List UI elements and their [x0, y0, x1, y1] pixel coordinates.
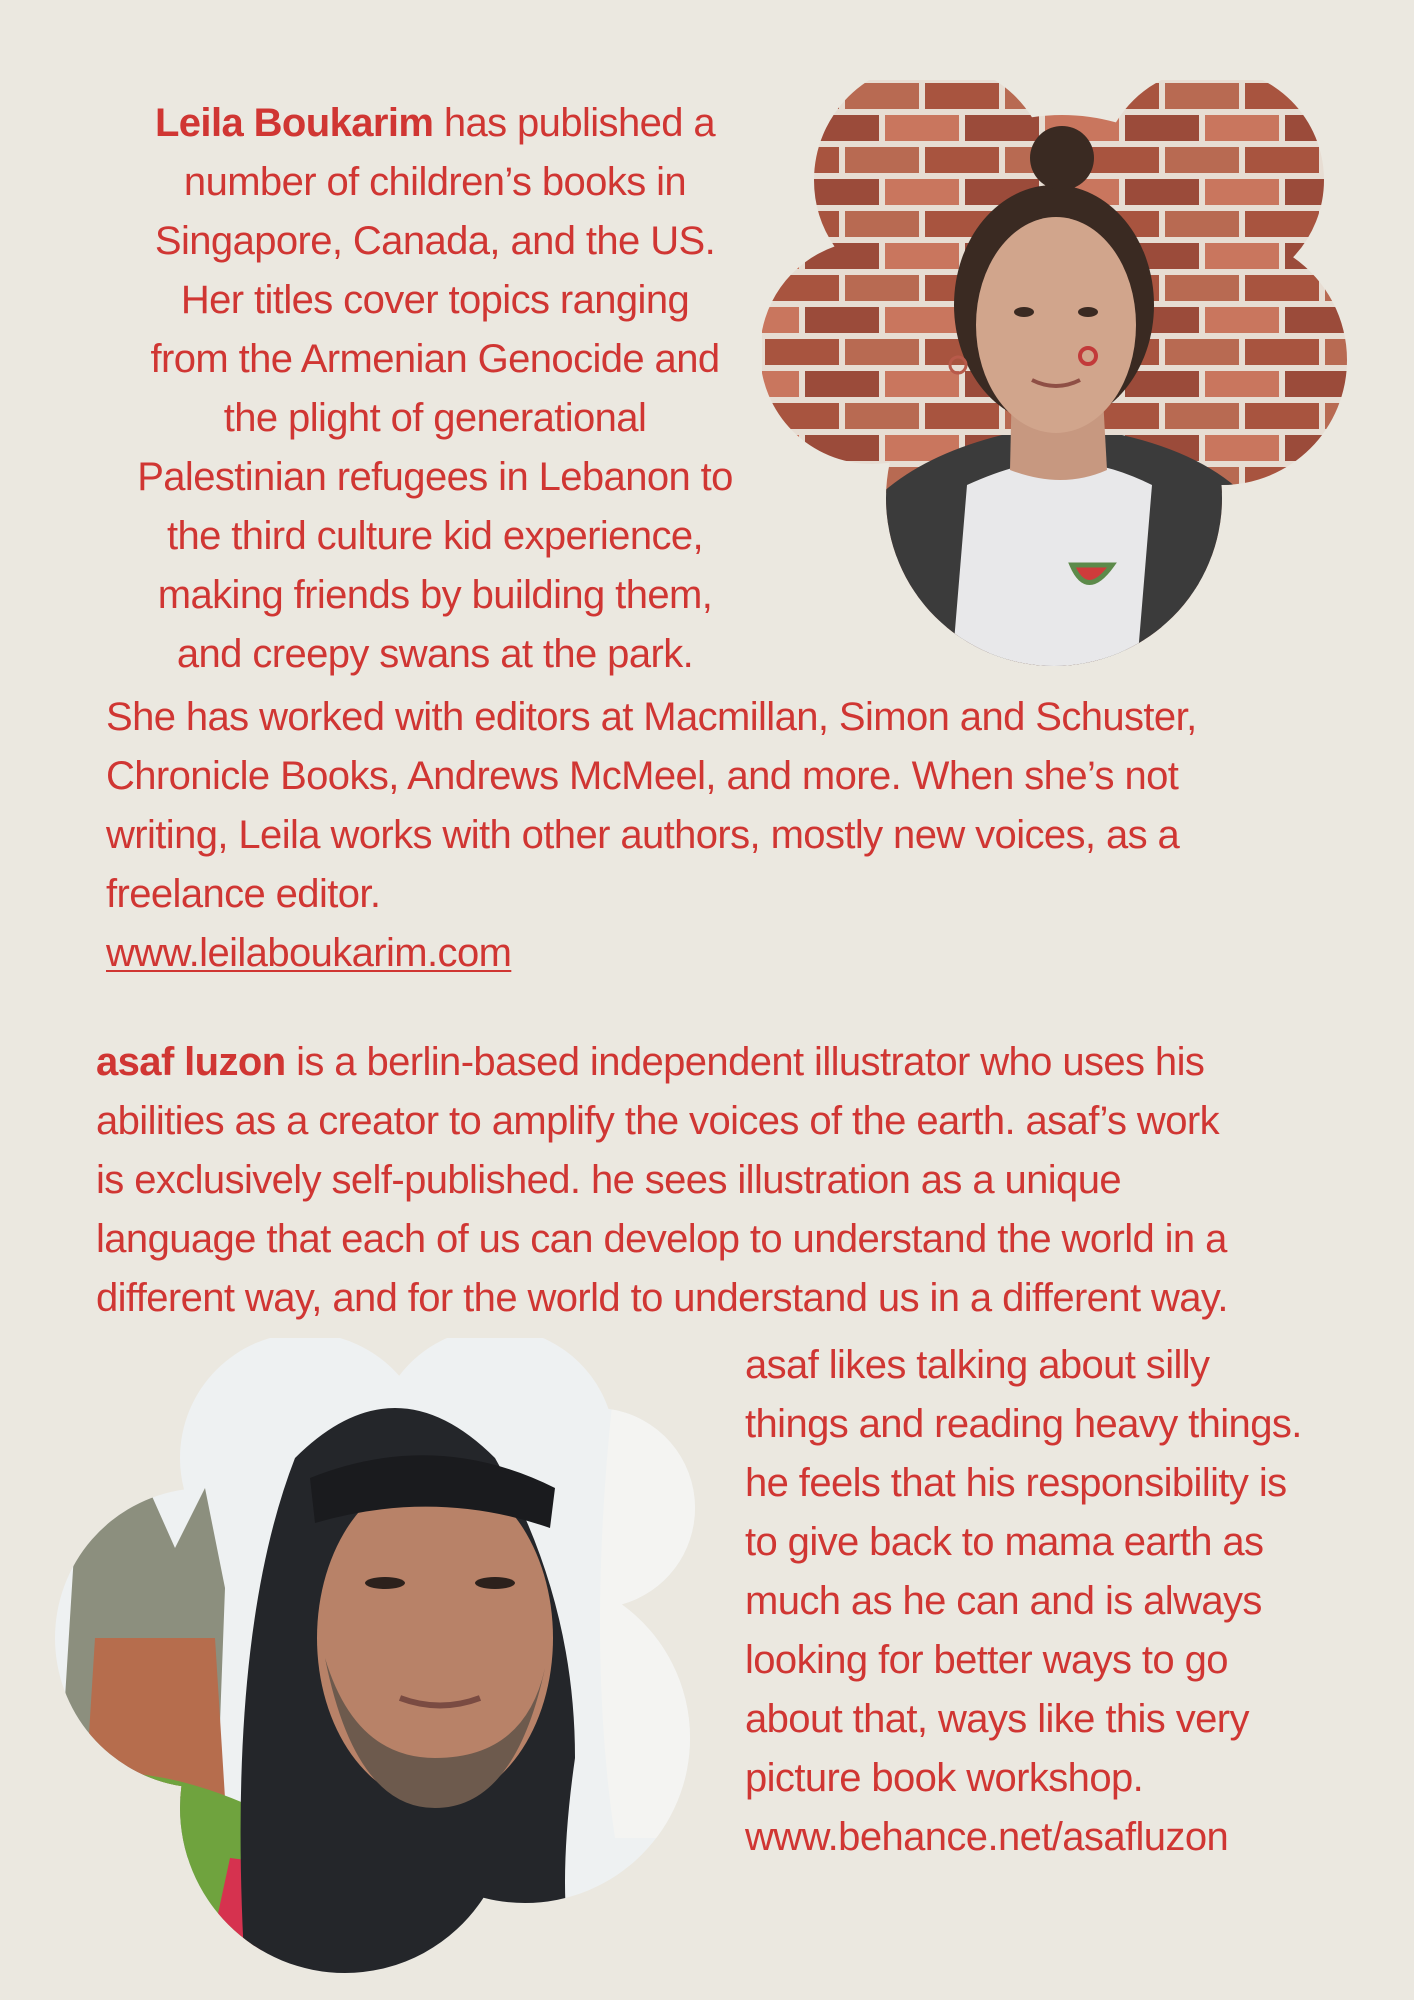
leila-bio-line: Chronicle Books, Andrews McMeel, and more. When she’s not — [106, 754, 1179, 798]
leila-bio-line: and creepy swans at the park. — [176, 632, 694, 676]
asaf-portrait-photo — [55, 1338, 715, 1974]
asaf-bio-line: looking for better ways to go — [745, 1638, 1228, 1682]
asaf-bio-line: is exclusively self-published. he sees illustration as a unique — [96, 1158, 1121, 1202]
leila-bio-line: Her titles cover topics ranging — [180, 278, 690, 322]
leila-bio-line: Singapore, Canada, and the US. — [154, 219, 716, 263]
asaf-bio-line: language that each of us can develop to understand the world in a — [96, 1217, 1227, 1261]
asaf-bio-line: he feels that his responsibility is — [745, 1461, 1287, 1505]
asaf-bio-continued — [745, 1336, 1385, 1867]
asaf-bio-line: asaf luzon is a berlin-based independent illustrator who uses his — [96, 1040, 1205, 1084]
leila-bio-line: the plight of generational — [223, 396, 647, 440]
leila-bio-line: the third culture kid experience, — [166, 514, 704, 558]
asaf-bio-line: to give back to mama earth as — [745, 1520, 1264, 1564]
leila-bio-line: freelance editor. — [106, 872, 381, 916]
leila-bio-intro — [105, 94, 765, 684]
portrait-photo-man-icon — [55, 1338, 715, 1974]
leila-bio-line: Leila Boukarim has published a — [154, 101, 716, 145]
asaf-name: asaf luzon — [96, 1040, 286, 1084]
asaf-bio-line: much as he can and is always — [745, 1579, 1262, 1623]
leila-bio-line: from the Armenian Genocide and — [150, 337, 720, 381]
asaf-bio-line: abilities as a creator to amplify the voices of the earth. asaf’s work — [96, 1099, 1219, 1143]
leila-bio-line: number of children’s books in — [183, 160, 687, 204]
leila-bio-line: She has worked with editors at Macmillan, Simon and Schuster, — [106, 695, 1197, 739]
asaf-bio-line: things and reading heavy things. — [745, 1402, 1302, 1446]
asaf-bio-intro — [96, 1033, 1386, 1328]
leila-bio-line: writing, Leila works with other authors, mostly new voices, as a — [106, 813, 1180, 857]
leila-portrait-photo — [762, 80, 1368, 666]
leila-bio-line: Palestinian refugees in Lebanon to — [137, 455, 733, 499]
asaf-bio-line: different way, and for the world to understand us in a different way. — [96, 1276, 1228, 1320]
leila-bio-continued — [106, 688, 1356, 983]
asaf-website-link[interactable]: www.behance.net/asafluzon — [745, 1815, 1229, 1859]
portrait-photo-woman-icon — [762, 80, 1368, 666]
leila-bio-line: making friends by building them, — [157, 573, 713, 617]
asaf-bio-line: picture book workshop. — [745, 1756, 1144, 1800]
leila-website-link[interactable]: www.leilaboukarim.com — [106, 931, 512, 975]
asaf-bio-line: asaf likes talking about silly — [745, 1343, 1210, 1387]
leila-name: Leila Boukarim — [154, 101, 434, 145]
asaf-bio-line: about that, ways like this very — [745, 1697, 1249, 1741]
